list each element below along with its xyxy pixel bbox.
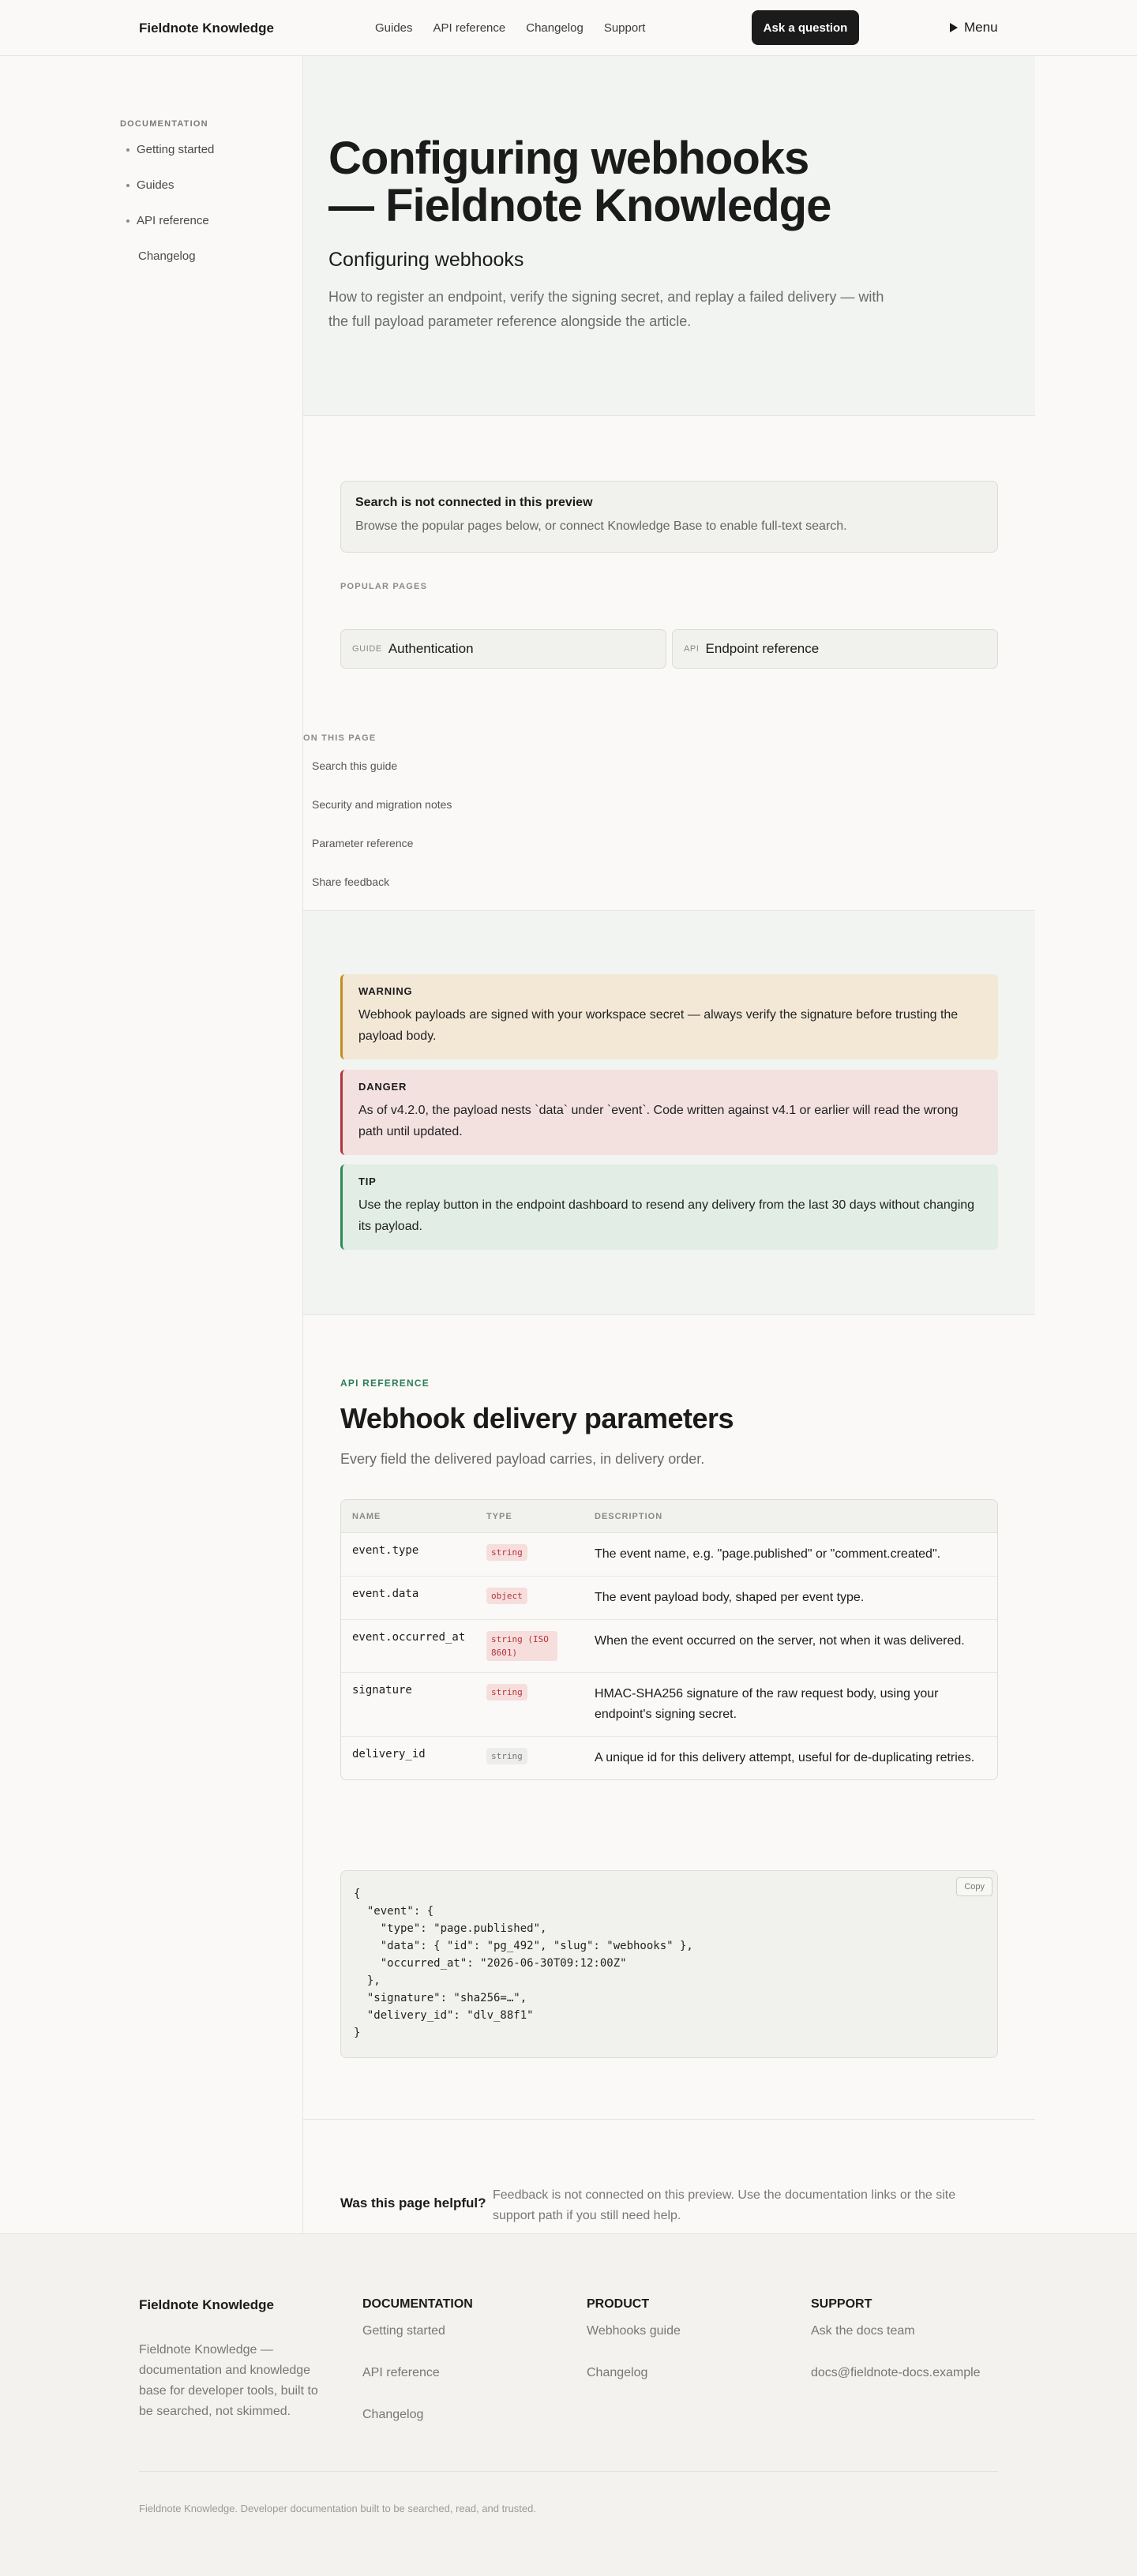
feedback-note: Feedback is not connected on this preview. Use the documentation links or the site support path if you still need help. bbox=[493, 2188, 956, 2222]
on-this-page bbox=[303, 733, 452, 914]
warning-callout bbox=[340, 974, 998, 1059]
top-nav bbox=[375, 21, 645, 35]
brand-logo[interactable]: Fieldnote Knowledge bbox=[139, 21, 274, 36]
site-header bbox=[0, 0, 1137, 56]
param-name: delivery_id bbox=[352, 1748, 426, 1760]
param-name: signature bbox=[352, 1684, 412, 1697]
popular-page-title: Authentication bbox=[388, 641, 474, 656]
menu-button[interactable] bbox=[950, 20, 998, 36]
page-title: Configuring webhooks — Fieldnote Knowledge bbox=[328, 133, 831, 231]
parameter-table bbox=[340, 1499, 998, 1780]
sidebar-item-getting-started[interactable] bbox=[120, 143, 294, 178]
footer-link[interactable]: Changelog bbox=[362, 2408, 424, 2421]
column-header: NAME bbox=[352, 1511, 381, 1521]
type-badge: string bbox=[486, 1544, 527, 1561]
param-description: HMAC-SHA256 signature of the raw request body, using your endpoint's signing secret. bbox=[595, 1687, 939, 1721]
table-row bbox=[341, 1577, 997, 1620]
footer-link[interactable]: Webhooks guide bbox=[587, 2324, 681, 2338]
feedback-question: Was this page helpful? bbox=[340, 2195, 486, 2210]
table-row bbox=[341, 1737, 997, 1779]
callout-label: WARNING bbox=[358, 985, 413, 997]
toc-label: ON THIS PAGE bbox=[303, 733, 377, 743]
search-notice-title: Search is not connected in this preview bbox=[355, 496, 593, 509]
param-description: The event name, e.g. "page.published" or "comment.created". bbox=[595, 1547, 941, 1561]
param-description: When the event occurred on the server, not when it was delivered. bbox=[595, 1634, 965, 1648]
hero bbox=[303, 56, 1035, 416]
column-header: DESCRIPTION bbox=[595, 1511, 663, 1521]
page-main bbox=[0, 56, 1137, 2233]
toc-item-feedback[interactable]: Share feedback bbox=[312, 876, 390, 888]
toc-item-security[interactable]: Security and migration notes bbox=[312, 798, 452, 811]
footer-col-documentation bbox=[362, 2297, 473, 2450]
column-header: TYPE bbox=[486, 1511, 512, 1521]
nav-api-reference[interactable]: API reference bbox=[433, 21, 506, 35]
copy-button[interactable]: Copy bbox=[956, 1877, 993, 1896]
tip-callout bbox=[340, 1164, 998, 1250]
footer-link[interactable]: API reference bbox=[362, 2366, 440, 2379]
sidebar-title: DOCUMENTATION bbox=[120, 119, 208, 129]
param-name: event.data bbox=[352, 1588, 419, 1600]
popular-page-endpoint-reference[interactable] bbox=[672, 629, 998, 669]
sidebar bbox=[120, 119, 294, 285]
search-notice-body: Browse the popular pages below, or connect Knowledge Base to enable full-text search. bbox=[355, 519, 847, 533]
table-header bbox=[341, 1500, 997, 1533]
popular-page-tag: API bbox=[684, 644, 700, 654]
toc-item-search[interactable]: Search this guide bbox=[312, 759, 398, 772]
sidebar-item-api-reference[interactable] bbox=[120, 214, 294, 249]
danger-callout bbox=[340, 1070, 998, 1155]
type-badge: string bbox=[486, 1748, 527, 1764]
type-badge: string bbox=[486, 1684, 527, 1700]
nav-support[interactable]: Support bbox=[603, 21, 646, 35]
toc-item-parameters[interactable]: Parameter reference bbox=[312, 837, 414, 849]
sidebar-item-label: Changelog bbox=[138, 249, 196, 263]
param-description: The event payload body, shaped per event type. bbox=[595, 1591, 865, 1604]
api-lead: Every field the delivered payload carries, in delivery order. bbox=[340, 1451, 705, 1467]
ask-question-button[interactable]: Ask a question bbox=[752, 10, 859, 45]
footer-col-title: DOCUMENTATION bbox=[362, 2297, 473, 2311]
footer-col-title: SUPPORT bbox=[811, 2297, 872, 2311]
code-sample bbox=[340, 1870, 998, 2058]
footer-divider bbox=[139, 2471, 998, 2472]
sidebar-item-label: Guides bbox=[137, 178, 174, 192]
footer-link[interactable]: docs@fieldnote-docs.example bbox=[811, 2366, 981, 2379]
callout-label: DANGER bbox=[358, 1081, 407, 1093]
footer-col-title: PRODUCT bbox=[587, 2297, 650, 2311]
bullet-icon bbox=[126, 219, 129, 223]
api-title: Webhook delivery parameters bbox=[340, 1402, 734, 1434]
footer-copyright: Fieldnote Knowledge. Developer documentation built to be searched, read, and trusted. bbox=[139, 2503, 536, 2514]
menu-label: Menu bbox=[964, 20, 998, 35]
popular-pages-label: POPULAR PAGES bbox=[340, 582, 428, 591]
popular-page-authentication[interactable] bbox=[340, 629, 666, 669]
footer-link[interactable]: Changelog bbox=[587, 2366, 648, 2379]
footer-col-support bbox=[811, 2297, 981, 2408]
bullet-icon bbox=[126, 184, 129, 187]
nav-guides[interactable]: Guides bbox=[375, 21, 413, 35]
popular-page-title: Endpoint reference bbox=[705, 641, 820, 656]
table-row bbox=[341, 1620, 997, 1673]
page-lead: How to register an endpoint, verify the signing secret, and replay a failed delivery — with the full payload parameter reference alongside the article. bbox=[328, 289, 884, 329]
callout-label: TIP bbox=[358, 1176, 377, 1187]
divider bbox=[303, 2119, 1035, 2120]
param-name: event.occurred_at bbox=[352, 1631, 466, 1644]
api-label: API REFERENCE bbox=[340, 1378, 430, 1389]
type-badge: object bbox=[486, 1588, 527, 1604]
callout-text: As of v4.2.0, the payload nests `data` under `event`. Code written against v4.1 or earlier will read the wrong path until updated. bbox=[358, 1104, 959, 1138]
nav-changelog[interactable]: Changelog bbox=[526, 21, 584, 35]
site-footer bbox=[0, 2233, 1137, 2576]
callout-text: Use the replay button in the endpoint dashboard to resend any delivery from the last 30 days without changing its payload. bbox=[358, 1198, 975, 1233]
code-text: { "event": { "type": "page.published", "data": { "id": "pg_492", "slug": "webhooks" }, "occurred_at": "2026-06-30T09:12:00Z" }, "signature": "sha256=…", "delivery_id": "dlv_88f1" } bbox=[354, 1888, 693, 2039]
play-icon bbox=[950, 23, 958, 32]
sidebar-item-label: API reference bbox=[137, 214, 209, 227]
param-description: A unique id for this delivery attempt, useful for de-duplicating retries. bbox=[595, 1751, 975, 1764]
table-row bbox=[341, 1533, 997, 1577]
page-subtitle: Configuring webhooks bbox=[328, 249, 524, 271]
sidebar-item-label: Getting started bbox=[137, 143, 215, 156]
type-badge: string (ISO 8601) bbox=[486, 1631, 557, 1661]
footer-link[interactable]: Getting started bbox=[362, 2324, 445, 2338]
table-row bbox=[341, 1673, 997, 1737]
param-name: event.type bbox=[352, 1544, 419, 1557]
footer-brand: Fieldnote Knowledge bbox=[139, 2297, 274, 2312]
search-notice bbox=[340, 481, 998, 553]
footer-col-product bbox=[587, 2297, 681, 2408]
sidebar-item-changelog[interactable] bbox=[120, 249, 294, 285]
footer-link[interactable]: Ask the docs team bbox=[811, 2324, 915, 2338]
sidebar-item-guides[interactable] bbox=[120, 178, 294, 214]
popular-page-tag: GUIDE bbox=[352, 644, 382, 654]
bullet-icon bbox=[126, 148, 129, 152]
callout-text: Webhook payloads are signed with your workspace secret — always verify the signature before trusting the payload body. bbox=[358, 1008, 959, 1043]
footer-description: Fieldnote Knowledge — documentation and knowledge base for developer tools, built to be searched, not skimmed. bbox=[139, 2343, 318, 2418]
